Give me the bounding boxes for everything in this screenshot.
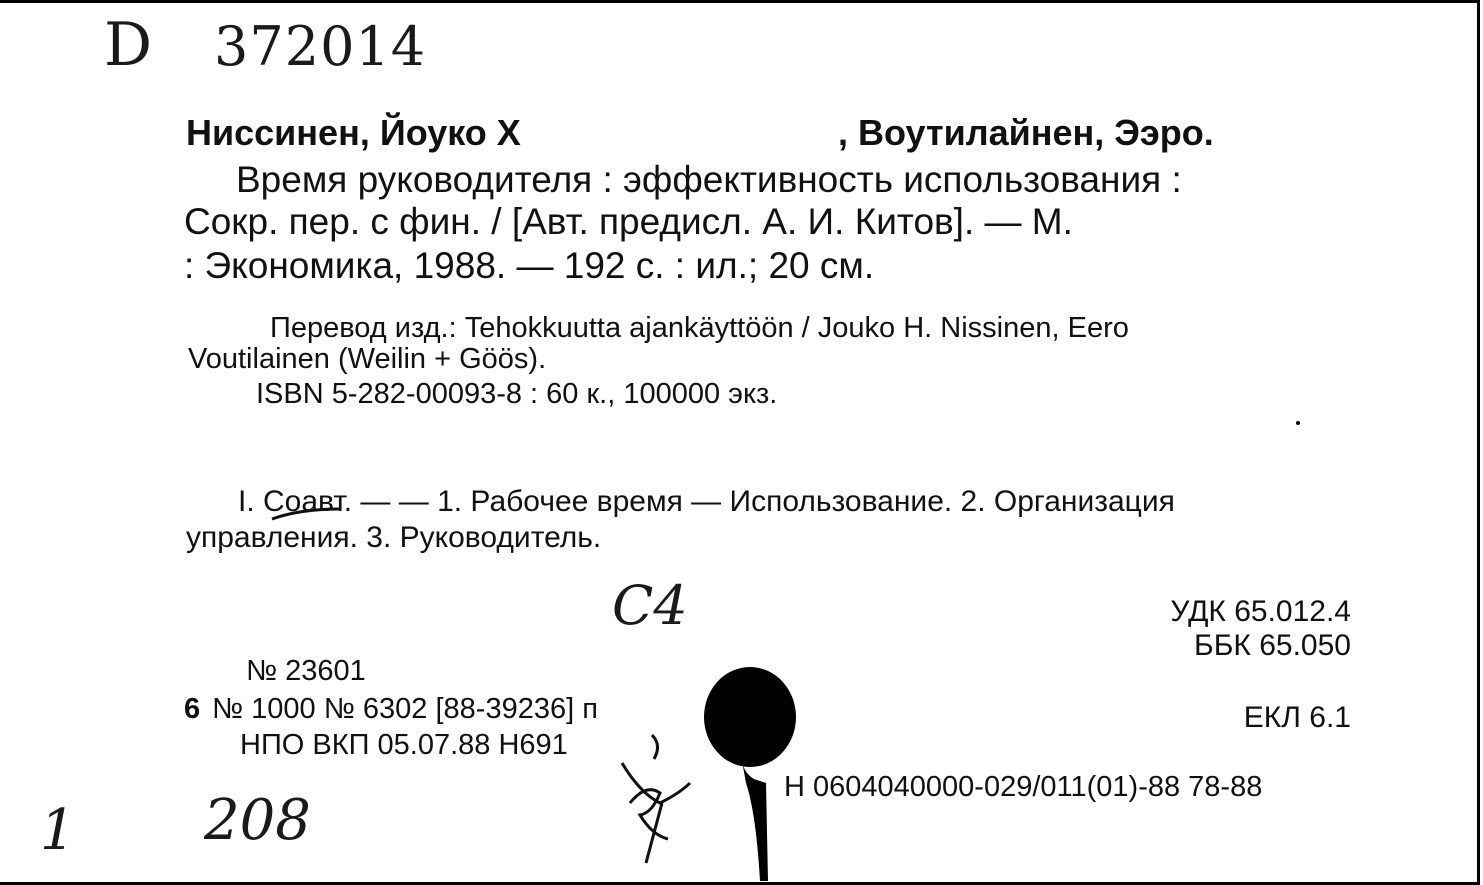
translation-note-line-2: Voutilainen (Weilin + Göös). [188, 343, 547, 375]
ekl-code: ЕКЛ 6.1 [1243, 701, 1351, 734]
ink-blot-tail [742, 761, 768, 881]
registry-line: № 1000 № 6302 [88-39236] п [212, 693, 598, 725]
call-number-letter: D [104, 10, 153, 80]
handwritten-mark: С4 [612, 574, 688, 637]
registry-prefix: 6 [184, 693, 201, 725]
npo-line: НПО ВКП 05.07.88 Н691 [240, 729, 568, 761]
handwritten-bracket [652, 735, 658, 759]
annotation-marks [0, 3, 1477, 882]
translation-note-line-1: Перевод изд.: Tehokkuutta ajankäyttöön / Jouko H. Nissinen, Eero [270, 312, 1129, 344]
isbn-line: ISBN 5-282-00093-8 : 60 к., 100000 экз. [256, 378, 778, 410]
description-line-1: Время руководителя : эффективность использования : [236, 159, 1182, 200]
handwritten-scribble [622, 763, 690, 803]
call-number: 372014 [214, 15, 427, 78]
handwritten-left-number: 1 [40, 798, 76, 863]
registry-number: № 23601 [246, 655, 366, 687]
speck [1296, 421, 1300, 425]
handwritten-count: 208 [204, 788, 311, 853]
udk-code: УДК 65.012.4 [1170, 595, 1351, 628]
subjects-line-1: I. Соавт. — — 1. Рабочее время — Использование. 2. Организация [238, 485, 1175, 518]
description-line-3: : Экономика, 1988. — 192 с. : ил.; 20 см. [184, 245, 875, 286]
description-line-2: Сокр. пер. с фин. / [Авт. предисл. А. И. Китов]. — М. [184, 201, 1073, 242]
handwritten-underline [272, 509, 340, 519]
ink-blot [704, 667, 796, 767]
authors-primary: Ниссинен, Йоуко Х [186, 112, 521, 153]
bbk-code: ББК 65.050 [1194, 629, 1351, 662]
subjects-line-2: управления. 3. Руководитель. [186, 521, 602, 554]
index-code: Н 0604040000-029/011(01)-88 78-88 [784, 771, 1263, 803]
authors-secondary: , Воутилайнен, Ээро. [838, 112, 1214, 153]
